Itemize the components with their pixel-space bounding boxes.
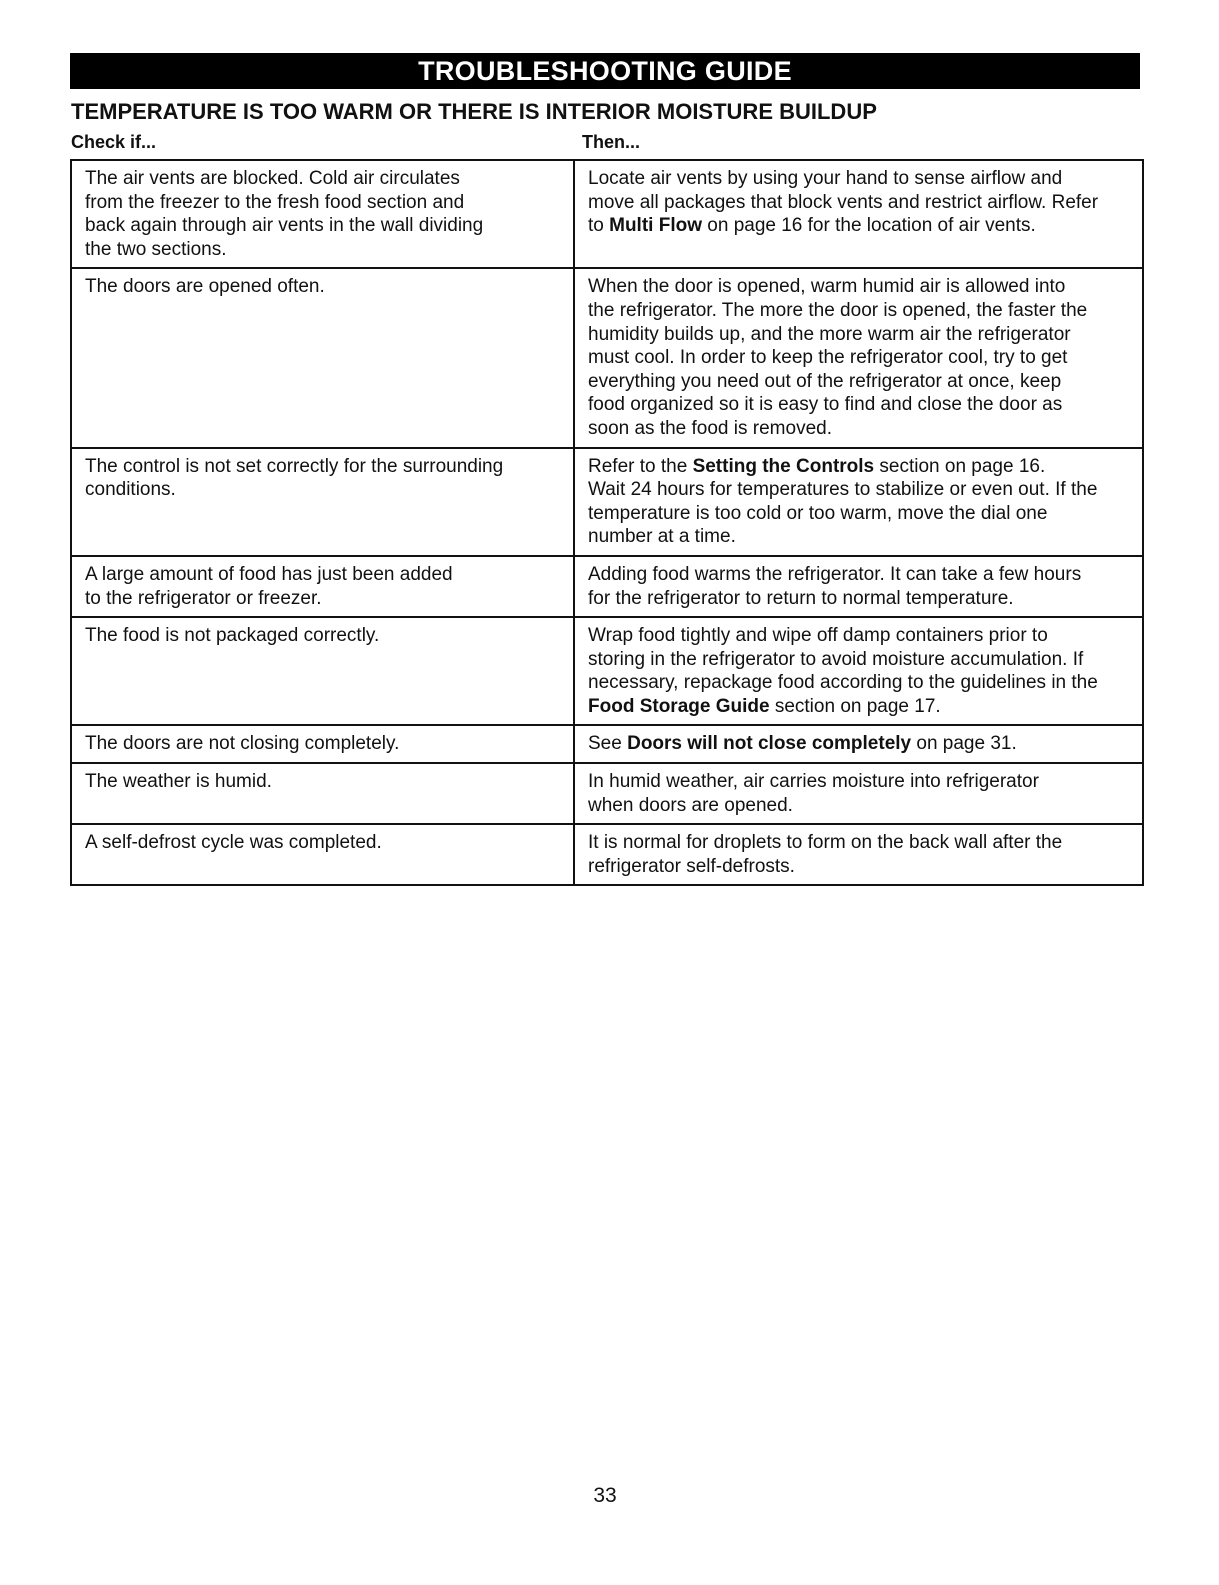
text-segment: Locate air vents by using your hand to sense airflow and <box>588 168 1063 189</box>
check-text-line: conditions. <box>85 479 176 501</box>
text-segment: storing in the refrigerator to avoid moisture accumulation. If <box>588 648 1084 670</box>
check-cell <box>71 448 574 556</box>
check-text-line: the two sections. <box>85 238 227 260</box>
check-text-line: The air vents are blocked. Cold air circulates <box>85 168 460 189</box>
then-text-line <box>588 794 1130 818</box>
text-segment: for the refrigerator to return to normal temperature. <box>588 587 1014 609</box>
check-text-line: back again through air vents in the wall dividing <box>85 215 484 237</box>
then-cell <box>574 725 1143 763</box>
then-text-line <box>588 648 1130 672</box>
then-text-line <box>588 417 1130 441</box>
text-segment: Wait 24 hours for temperatures to stabilize or even out. If the <box>588 479 1098 501</box>
then-cell <box>574 617 1143 725</box>
then-text-line <box>588 275 1130 299</box>
text-segment: In humid weather, air carries moisture into refrigerator <box>588 771 1039 793</box>
check-cell <box>71 763 574 824</box>
section-title: TEMPERATURE IS TOO WARM OR THERE IS INTERIOR MOISTURE BUILDUP <box>71 99 877 124</box>
check-text-line: A large amount of food has just been added <box>85 563 453 585</box>
then-cell <box>574 556 1143 617</box>
guide-banner: TROUBLESHOOTING GUIDE <box>70 53 1140 89</box>
text-segment: Wrap food tightly and wipe off damp containers prior to <box>588 625 1048 647</box>
text-segment: everything you need out of the refrigerator at once, keep <box>588 370 1062 392</box>
then-header: Then... <box>582 132 640 152</box>
then-text-line <box>588 346 1130 370</box>
text-segment: the refrigerator. The more the door is opened, the faster the <box>588 299 1088 321</box>
then-text-line <box>588 323 1130 347</box>
text-segment: temperature is too cold or too warm, move the dial one <box>588 502 1048 524</box>
check-cell <box>71 725 574 763</box>
bold-reference: Multi Flow <box>609 215 702 237</box>
check-cell <box>71 617 574 725</box>
text-segment: soon as the food is removed. <box>588 417 832 439</box>
text-segment: Refer to the <box>588 455 693 477</box>
then-text-line <box>588 624 1130 648</box>
then-text-line <box>588 587 1130 611</box>
bold-reference: Setting the Controls <box>692 455 875 477</box>
check-text-line: The weather is humid. <box>85 771 272 793</box>
check-text-line: The control is not set correctly for the surrounding <box>85 455 504 477</box>
check-cell <box>71 160 574 268</box>
check-cell <box>71 556 574 617</box>
check-text-line: The doors are not closing completely. <box>85 733 400 755</box>
then-text-line <box>588 167 1130 191</box>
table-row <box>71 617 1143 725</box>
then-text-line <box>588 478 1130 502</box>
text-segment: It is normal for droplets to form on the back wall after the <box>588 832 1063 854</box>
bold-reference: Food Storage Guide <box>588 695 770 717</box>
then-text-line <box>588 299 1130 323</box>
then-text-line <box>588 502 1130 526</box>
text-segment: must cool. In order to keep the refrigerator cool, try to get <box>588 347 1068 369</box>
bold-reference: Doors will not close completely <box>627 733 912 755</box>
then-text-line <box>588 525 1130 549</box>
table-row <box>71 268 1143 447</box>
check-text-line: from the freezer to the fresh food section and <box>85 191 465 213</box>
then-text-line <box>588 732 1130 756</box>
troubleshooting-table <box>70 159 1144 886</box>
text-segment: See <box>588 733 628 755</box>
then-text-line <box>588 393 1130 417</box>
table-row <box>71 725 1143 763</box>
table-row <box>71 824 1143 885</box>
check-text-line: The food is not packaged correctly. <box>85 625 380 647</box>
then-cell <box>574 268 1143 447</box>
then-text-line <box>588 671 1130 695</box>
text-segment: when doors are opened. <box>588 794 793 816</box>
text-segment: on page 31. <box>911 733 1017 755</box>
check-cell <box>71 268 574 447</box>
then-text-line <box>588 455 1130 479</box>
table-row <box>71 556 1143 617</box>
then-cell <box>574 763 1143 824</box>
text-segment: refrigerator self-defrosts. <box>588 855 795 877</box>
text-segment: When the door is opened, warm humid air is allowed into <box>588 276 1066 298</box>
then-text-line <box>588 370 1130 394</box>
text-segment: section on page 16. <box>874 455 1046 477</box>
table-row <box>71 160 1143 268</box>
text-segment: Adding food warms the refrigerator. It can take a few hours <box>588 563 1082 585</box>
table-row <box>71 763 1143 824</box>
then-text-line <box>588 563 1130 587</box>
text-segment: section on page 17. <box>769 695 941 717</box>
text-segment: to <box>588 215 610 237</box>
text-segment: necessary, repackage food according to the guidelines in the <box>588 672 1098 694</box>
check-text-line: The doors are opened often. <box>85 276 325 298</box>
text-segment: on page 16 for the location of air vents. <box>702 215 1036 237</box>
check-text-line: A self-defrost cycle was completed. <box>85 832 382 854</box>
then-cell <box>574 160 1143 268</box>
check-cell <box>71 824 574 885</box>
text-segment: food organized so it is easy to find and close the door as <box>588 394 1063 416</box>
then-text-line <box>588 831 1130 855</box>
check-text-line: to the refrigerator or freezer. <box>85 587 322 609</box>
then-text-line <box>588 214 1130 238</box>
then-text-line <box>588 695 1130 719</box>
text-segment: move all packages that block vents and restrict airflow. Refer <box>588 191 1099 213</box>
text-segment: number at a time. <box>588 526 736 548</box>
check-if-header: Check if... <box>71 132 157 152</box>
page-number: 33 <box>593 1484 617 1507</box>
then-text-line <box>588 191 1130 215</box>
table-row <box>71 448 1143 556</box>
then-text-line <box>588 770 1130 794</box>
text-segment: humidity builds up, and the more warm air the refrigerator <box>588 323 1071 345</box>
then-cell <box>574 824 1143 885</box>
then-text-line <box>588 855 1130 879</box>
then-cell <box>574 448 1143 556</box>
